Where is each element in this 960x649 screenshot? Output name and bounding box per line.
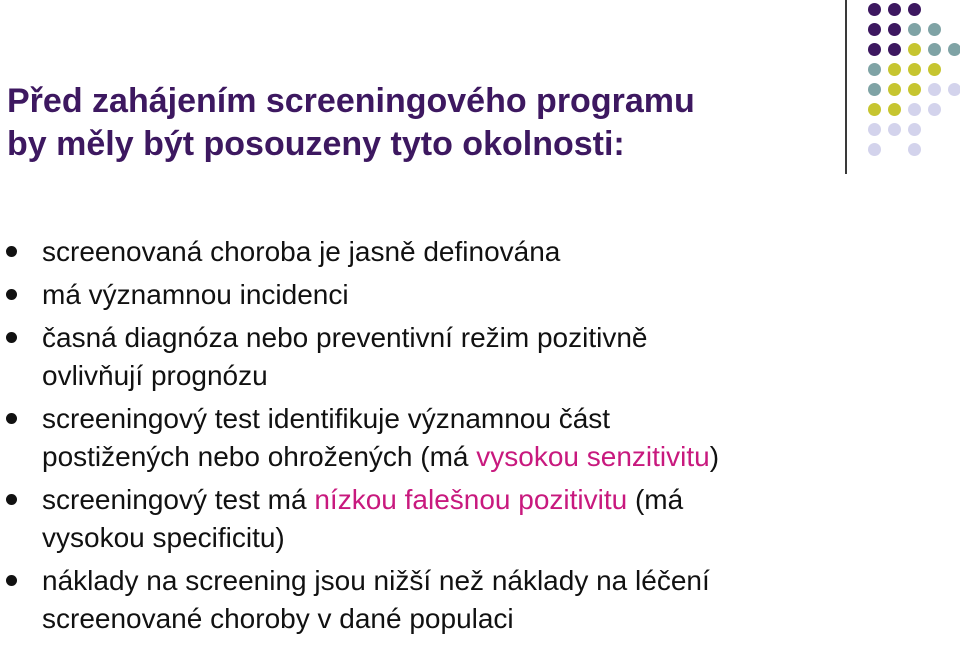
decorative-dot [908,63,921,76]
decorative-dot [868,123,881,136]
decorative-dot [868,63,881,76]
decorative-dot [868,23,881,36]
decorative-dot [908,143,921,156]
decorative-dot [868,3,881,16]
decorative-dot [928,23,941,36]
decorative-dot [868,43,881,56]
bullet-dot-icon [6,494,17,505]
title-line-1: Před zahájením screeningového programu [7,82,695,120]
bullet-item [0,233,920,271]
decorative-dot [948,43,960,56]
decorative-dot [948,83,960,96]
decorative-dot [868,83,881,96]
bullet-text-line-1: časná diagnóza nebo preventivní režim pozitivně [42,322,648,353]
bullet-text-line-1: screeningový test identifikuje významnou část [42,403,611,434]
bullet-text-line-1 [42,481,920,519]
bullet-dot-icon [6,289,17,300]
decorative-dot [928,83,941,96]
decorative-dot [928,63,941,76]
bullet-text-segment: ) [709,441,720,472]
decorative-dot [908,103,921,116]
bullet-text-segment: (má [627,484,684,515]
slide-title [7,80,827,166]
bullet-text: screenovaná choroba je jasně definována [42,236,561,267]
decorative-dot [908,23,921,36]
bullet-text-line-2 [42,438,920,476]
bullet-text-line-2: screenované choroby v dané populaci [42,603,514,634]
decorative-dot [868,143,881,156]
title-line-2: by měly být posouzeny tyto okolnosti: [7,125,625,163]
bullet-text-segment: postižených nebo ohrožených (má [42,441,477,472]
decorative-dot [908,123,921,136]
decorative-dot [888,23,901,36]
bullet-item [0,481,920,557]
decorative-dot [888,63,901,76]
bullet-item [0,319,920,395]
bullet-item [0,400,920,476]
decorative-dot [888,83,901,96]
decorative-dot [928,103,941,116]
bullet-dot-icon [6,246,17,257]
bullet-dot-icon [6,332,17,343]
bullet-text-line-2: ovlivňují prognózu [42,360,268,391]
bullet-dot-icon [6,413,17,424]
bullet-text-line-1: náklady na screening jsou nižší než náklady na léčení [42,565,710,596]
bullet-item [0,562,920,638]
decorative-dot [908,83,921,96]
highlight-text: vysokou senzitivitu [476,441,710,472]
decorative-dot [908,3,921,16]
decorative-dot [888,3,901,16]
decorative-dot [888,123,901,136]
decorative-dot [908,43,921,56]
bullet-text: má významnou incidenci [42,279,349,310]
bullet-text-segment: screeningový test má [42,484,315,515]
bullet-list [0,233,920,643]
bullet-item [0,276,920,314]
highlight-text: nízkou falešnou pozitivitu [314,484,628,515]
decorative-dot [888,43,901,56]
decorative-dot [888,103,901,116]
bullet-text-line-2: vysokou specificitu) [42,522,285,553]
bullet-dot-icon [6,575,17,586]
decorative-dot [868,103,881,116]
decorative-dot [928,43,941,56]
